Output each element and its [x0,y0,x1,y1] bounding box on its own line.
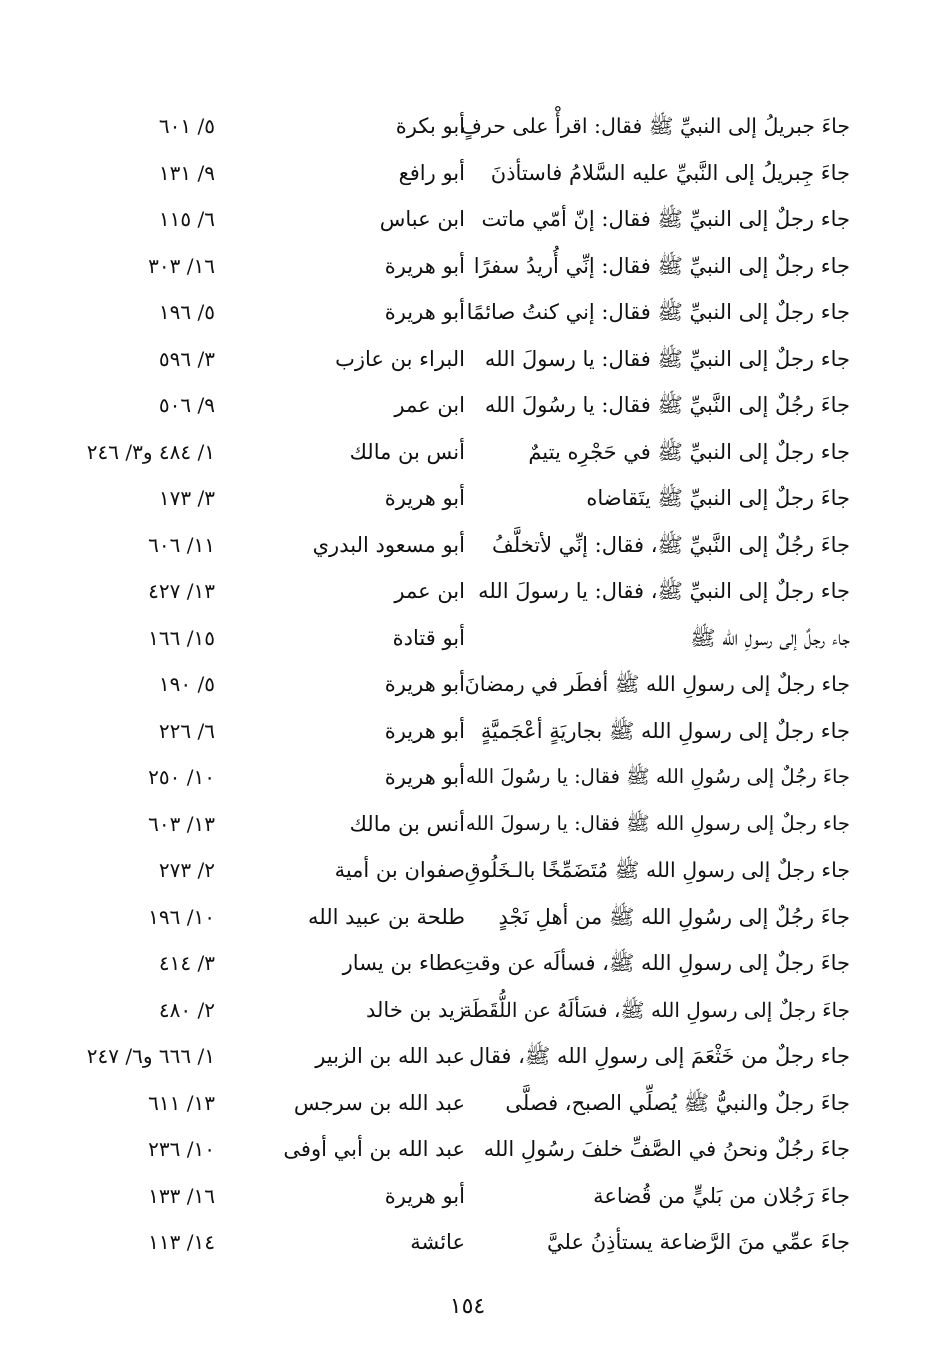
index-row [80,196,850,243]
narrator-name: أبو هريرة [384,718,465,743]
index-row [80,1219,850,1266]
narrator-name: عبد الله بن أبي أوفى [283,1137,465,1161]
hadith-opening-text: جاء رجلٌ إلى النبيِّ ﷺ، فقال: يا رسولَ الله [478,579,850,603]
index-row [80,708,850,755]
index-row [80,847,850,894]
index-row [80,522,850,569]
hadith-opening-text: جاء رجلٌ إلى النبيِّ ﷺ في حَجْرِه يتيمٌ [528,439,850,464]
volume-page-reference: ١٤/ ١١٣ [148,1230,215,1254]
index-row [80,150,850,197]
volume-page-reference: ٥/ ١٩٦ [158,300,215,324]
narrator-name: أبو بكرة [395,114,465,138]
narrator-name: أبو هريرة [384,486,465,510]
index-row [80,1173,850,1220]
narrator-name: أنس بن مالك [349,439,465,464]
hadith-opening-text: جاءَ رجلٌ إلى رسولِ الله ﷺ، فسألَه عن وقتِ [460,951,850,975]
index-row [80,894,850,941]
volume-page-reference: ١٣/ ٦١١ [148,1090,215,1115]
volume-page-reference: ٩/ ١٣١ [158,160,215,185]
hadith-opening-text: جاءَ عمِّي منَ الرَّضاعة يستأذِنُ عليَّ [547,1230,850,1254]
volume-page-reference: ٥/ ٦٠١ [158,114,215,138]
index-row [80,429,850,476]
volume-page-reference: ١/ ٤٨٤ و٣/ ٢٤٦ [86,439,215,464]
volume-page-reference: ١١/ ٦٠٦ [148,532,215,557]
index-row [80,754,850,801]
hadith-opening-text: جاء رجلٌ إلى النبيِّ ﷺ فقال: إنّ أمّي ماتت [481,207,850,231]
hadith-opening-text: جاء رجلٌ إلى النبيِّ ﷺ فقال: إني كنتُ صائمًا [466,300,850,324]
hadith-opening-text: جاءَ رجُلٌ ونحنُ في الصَّفِّ خلفَ رسُولِ الله [483,1137,850,1161]
hadith-opening-text: جاءَ رجُلٌ إلى النَّبيِّ ﷺ فقال: يا رسُولَ الله [484,393,850,417]
hadith-opening-text: جاءَ جبريلُ إلى النبيِّ ﷺ فقال: اقرأْ على حرفٍ [460,114,850,138]
volume-page-reference: ١٦/ ١٣٣ [148,1183,215,1208]
narrator-name: عطاء بن يسار [342,951,465,975]
volume-page-reference: ٥/ ١٩٠ [158,672,215,696]
hadith-opening-text: جاءَ رجلٌ والنبيُّ ﷺ يُصلِّي الصبح، فصلَّى [505,1090,850,1115]
narrator-name: عبد الله بن الزبير [315,1044,465,1068]
index-row [80,1126,850,1173]
hadith-opening-text: جاءَ رجلٌ إلى رسولِ الله ﷺ، فسَألَهُ عن اللُّقَطَة [461,997,850,1022]
hadith-opening-text: جاءَ رَجُلان من بَليٍّ من قُضاعة [593,1183,850,1208]
narrator-name: البراء بن عازب [335,346,465,371]
volume-page-reference: ١٥/ ١٦٦ [148,625,215,650]
index-row [80,661,850,708]
hadith-index-table [80,103,850,1266]
hadith-opening-text: جاء رجلٌ من خَثْعَمَ إلى رسولِ الله ﷺ، فقال [469,1044,850,1068]
index-row [80,1033,850,1080]
volume-page-reference: ١/ ٦٦٦ و٦/ ٢٤٧ [86,1044,215,1068]
volume-page-reference: ١٠/ ٢٥٠ [148,765,215,789]
hadith-opening-text: جاء رجلٌ إلى رسولِ الله ﷺ مُتَضَمِّخًا بالـخَلُوقِ [464,858,850,882]
narrator-name: ابن عمر [394,579,465,603]
volume-page-reference: ٦/ ١١٥ [158,207,215,231]
index-row [80,987,850,1034]
volume-page-reference: ١٣/ ٤٢٧ [148,579,215,603]
hadith-opening-text: جاء رجلٌ إلى رسولِ الله ﷺ فقال: يا رسولَ الله [465,811,850,835]
hadith-opening-text: جاء رجلٌ إلى رسولِ الله ﷺ [690,625,850,650]
volume-page-reference: ٩/ ٥٠٦ [158,393,215,417]
volume-page-reference: ١٠/ ٢٣٦ [148,1137,215,1161]
narrator-name: أبو قتادة [392,625,465,650]
index-row [80,801,850,848]
narrator-name: عبد الله بن سرجس [293,1090,465,1115]
hadith-opening-text: جاءَ جِبريلُ إلى النَّبيِّ عليه السَّلامُ فاستأذنَ [490,160,850,185]
narrator-name: أبو هريرة [384,672,465,696]
volume-page-reference: ٢/ ٢٧٣ [158,858,215,882]
index-row [80,382,850,429]
volume-page-reference: ٢/ ٤٨٠ [158,997,215,1022]
narrator-name: زيد بن خالد [366,997,465,1022]
index-row [80,103,850,150]
narrator-name: أنس بن مالك [349,811,465,836]
hadith-opening-text: جاءَ رجُلٌ إلى رسُولِ الله ﷺ من أهلِ نَجْدٍ [498,904,850,929]
narrator-name: أبو هريرة [384,253,465,278]
volume-page-reference: ٦/ ٢٢٦ [158,718,215,743]
index-row [80,615,850,662]
hadith-opening-text: جاءَ رجُلٌ إلى رسُولِ الله ﷺ فقال: يا رسُولَ الله [465,765,850,788]
hadith-opening-text: جاء رجلٌ إلى رسولِ الله ﷺ أفطَر في رمضانَ [464,672,850,696]
volume-page-reference: ٣/ ٥٩٦ [158,346,215,371]
hadith-opening-text: جاء رجلٌ إلى النبيِّ ﷺ فقال: إنِّي أُريدُ سفرًا [473,253,850,278]
volume-page-reference: ١٠/ ١٩٦ [148,904,215,929]
page-number: ١٥٤ [449,1294,486,1319]
narrator-name: أبو هريرة [384,765,465,789]
narrator-name: عائشة [410,1230,465,1254]
index-row [80,940,850,987]
narrator-name: أبو هريرة [384,300,465,324]
narrator-name: أبو هريرة [384,1183,465,1208]
index-row [80,568,850,615]
hadith-opening-text: جاءَ رجلٌ إلى النبيِّ ﷺ يتَقاضاه [586,486,850,510]
volume-page-reference: ٣/ ٤١٤ [158,951,215,975]
narrator-name: صفوان بن أمية [334,858,465,882]
narrator-name: طلحة بن عبيد الله [307,904,465,929]
narrator-name: أبو رافع [398,160,465,185]
narrator-name: أبو مسعود البدري [312,532,465,557]
volume-page-reference: ١٣/ ٦٠٣ [148,811,215,836]
narrator-name: ابن عباس [379,207,465,231]
hadith-opening-text: جاء رجلٌ إلى النبيِّ ﷺ فقال: يا رسولَ الله [484,346,850,371]
index-row [80,243,850,290]
index-row [80,1080,850,1127]
index-row [80,336,850,383]
index-row [80,289,850,336]
hadith-opening-text: جاءَ رجُلٌ إلى النَّبيِّ ﷺ، فقال: إنِّي لأتخلَّفُ [492,532,850,557]
narrator-name: ابن عمر [394,393,465,417]
volume-page-reference: ٣/ ١٧٣ [158,486,215,510]
hadith-opening-text: جاء رجلٌ إلى رسولِ الله ﷺ بجاريَةٍ أعْجَميَّةٍ [480,718,850,743]
index-row [80,475,850,522]
volume-page-reference: ١٦/ ٣٠٣ [148,253,215,278]
